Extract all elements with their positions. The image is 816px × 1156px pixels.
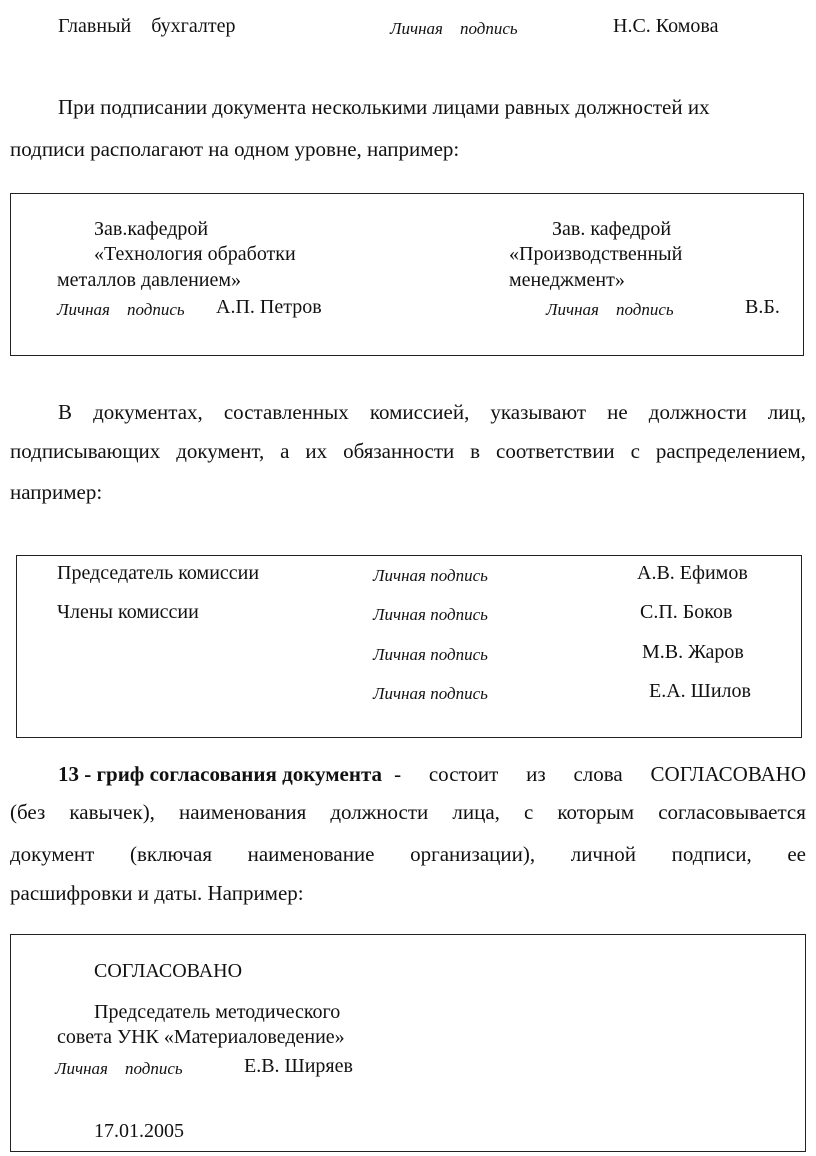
commission-sign-3: Личная подпись bbox=[373, 684, 488, 703]
paragraph-2-line-1-word: должности bbox=[648, 400, 747, 424]
paragraph-3-line-1-word: СОГЛАСОВАНО bbox=[650, 762, 806, 786]
paragraph-2-line-1-word: составленных bbox=[223, 400, 349, 424]
paragraph-2-line-2-word: распределением, bbox=[655, 439, 806, 463]
commission-role-0: Председатель комиссии bbox=[57, 562, 260, 584]
commission-name-3: Е.А. Шилов bbox=[649, 680, 751, 702]
paragraph-3-line-3-word: организации), bbox=[410, 842, 536, 866]
paragraph-3-line-2 bbox=[10, 800, 806, 825]
approval-line-2: совета УНК «Материаловедение» bbox=[57, 1026, 345, 1048]
paragraph-2-line-3: например: bbox=[10, 480, 103, 504]
paragraph-2-line-1-word: лиц, bbox=[767, 400, 806, 424]
commission-role-1: Члены комиссии bbox=[57, 601, 199, 623]
paragraph-3-line-3-word: наименование bbox=[247, 842, 375, 866]
paragraph-2-line-2-word: подписывающих bbox=[10, 439, 161, 463]
example-box-equal-signatures bbox=[10, 193, 804, 356]
paragraph-3-line-2-word: которым bbox=[557, 800, 635, 824]
paragraph-3-line-1-word: - bbox=[394, 762, 402, 786]
paragraph-2-line-1 bbox=[58, 400, 806, 425]
top-sign: Личная подпись bbox=[390, 19, 518, 38]
approval-line-1: Председатель методического bbox=[94, 1001, 341, 1023]
paragraph-3-line-3 bbox=[10, 842, 806, 867]
paragraph-2-line-2-word: а bbox=[280, 439, 290, 463]
box1-right-line-2: «Производственный bbox=[509, 243, 683, 265]
approval-date: 17.01.2005 bbox=[94, 1120, 184, 1142]
approval-word: СОГЛАСОВАНО bbox=[94, 960, 243, 982]
example-box-approval bbox=[10, 934, 806, 1152]
paragraph-3-line-2-word: (без bbox=[10, 800, 46, 824]
paragraph-2-line-1-word: В bbox=[58, 400, 73, 424]
paragraph-3-line-2-word: лица, bbox=[452, 800, 500, 824]
paragraph-3-bold-heading: 13 - гриф согласования документа bbox=[58, 762, 383, 786]
paragraph-3-line-1-word: из bbox=[526, 762, 546, 786]
paragraph-3-line-2-word: с bbox=[524, 800, 534, 824]
paragraph-2-line-2-word: обязанности bbox=[343, 439, 455, 463]
top-name: Н.С. Комова bbox=[613, 15, 719, 37]
paragraph-2-line-1-word: не bbox=[607, 400, 628, 424]
paragraph-2-line-1-word: комиссией, bbox=[369, 400, 470, 424]
box1-left-line-1: Зав.кафедрой bbox=[94, 218, 209, 240]
paragraph-1-line-2: подписи располагают на одном уровне, например: bbox=[10, 137, 460, 161]
paragraph-2-line-2-word: соответствии bbox=[496, 439, 615, 463]
box1-right-line-1: Зав. кафедрой bbox=[552, 218, 672, 240]
paragraph-3-line-3-word: (включая bbox=[129, 842, 212, 866]
paragraph-2-line-1-word: указывают bbox=[490, 400, 587, 424]
paragraph-3-line-2-word: кавычек), bbox=[69, 800, 155, 824]
paragraph-2-line-2-word: их bbox=[305, 439, 328, 463]
paragraph-3-line-3-word: ее bbox=[787, 842, 806, 866]
paragraph-3-line-1-word: состоит bbox=[428, 762, 499, 786]
paragraph-3-line-1-word: слова bbox=[573, 762, 623, 786]
paragraph-2-line-2-word: документ, bbox=[176, 439, 265, 463]
top-position: Главный бухгалтер bbox=[58, 15, 236, 37]
commission-sign-0: Личная подпись bbox=[373, 566, 488, 585]
commission-name-1: С.П. Боков bbox=[640, 601, 733, 623]
box1-right-name: В.Б. bbox=[745, 296, 780, 318]
commission-sign-1: Личная подпись bbox=[373, 605, 488, 624]
approval-name: Е.В. Ширяев bbox=[244, 1055, 353, 1077]
approval-sign: Личная подпись bbox=[55, 1059, 183, 1078]
box1-right-line-3: менеджмент» bbox=[509, 269, 625, 291]
commission-name-0: А.В. Ефимов bbox=[637, 562, 748, 584]
paragraph-2-line-2-word: с bbox=[630, 439, 640, 463]
paragraph-2-line-1-word: документах, bbox=[93, 400, 203, 424]
paragraph-3-line-1 bbox=[58, 762, 806, 787]
paragraph-3-line-2-word: наименования bbox=[179, 800, 307, 824]
paragraph-2-line-2-word: в bbox=[470, 439, 481, 463]
box1-right-sign: Личная подпись bbox=[546, 300, 674, 319]
paragraph-3-line-2-word: согласовывается bbox=[658, 800, 806, 824]
box1-left-line-3: металлов давлением» bbox=[57, 269, 242, 291]
paragraph-3-line-3-word: подписи, bbox=[671, 842, 752, 866]
paragraph-3-line-3-word: документ bbox=[10, 842, 95, 866]
paragraph-3-line-4: расшифровки и даты. Например: bbox=[10, 881, 304, 905]
box1-left-sign: Личная подпись bbox=[57, 300, 185, 319]
commission-name-2: М.В. Жаров bbox=[642, 641, 744, 663]
commission-sign-2: Личная подпись bbox=[373, 645, 488, 664]
paragraph-2-line-2 bbox=[10, 439, 806, 464]
paragraph-3-line-2-word: должности bbox=[330, 800, 429, 824]
paragraph-3-line-3-word: личной bbox=[570, 842, 636, 866]
example-box-commission bbox=[16, 555, 802, 738]
box1-left-line-2: «Технология обработки bbox=[94, 243, 296, 265]
box1-left-name: А.П. Петров bbox=[216, 296, 322, 318]
paragraph-1-line-1: При подписании документа несколькими лицами равных должностей их bbox=[58, 95, 710, 119]
